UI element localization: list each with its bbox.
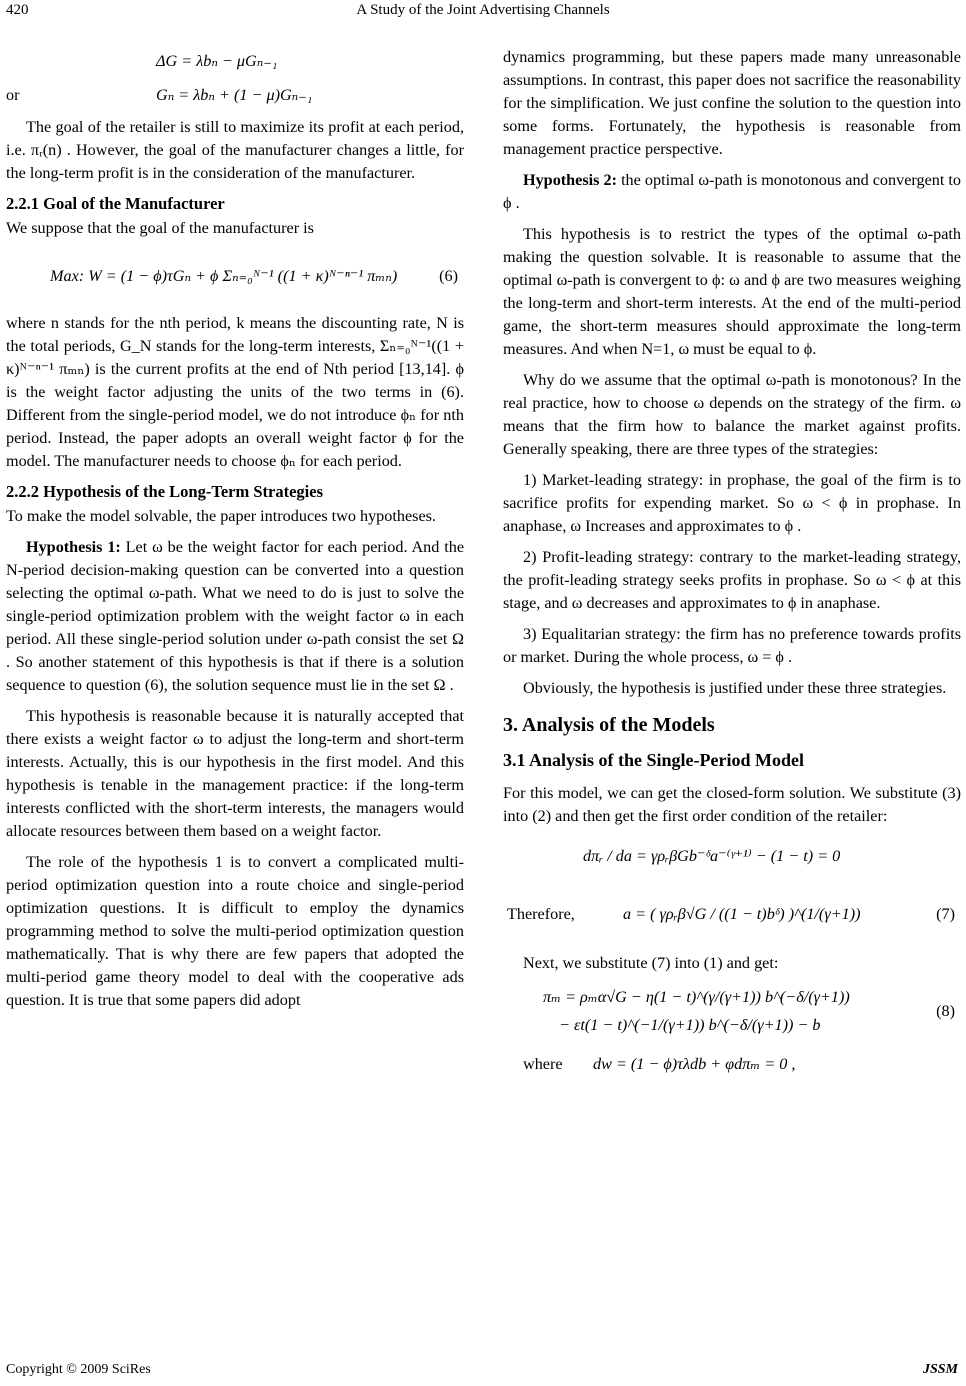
page-number: 420 [6, 2, 29, 18]
paragraph: The role of the hypothesis 1 is to convert a complicated multi-period optimization question into a route choice and single-period optimization questions. It is difficult to employ the dynamics programming method to solve the multi-period optimization question mathematically. That is why there are few papers that adopted the multi-period game theory model to deal with the cooperative ads question. It is true that some papers did adopt [6, 853, 464, 1009]
hypothesis-2-paragraph [503, 169, 961, 215]
equation-delta-g: ΔG = λbₙ − μGₙ₋₁ [156, 52, 278, 70]
equation-6 [6, 248, 464, 304]
equation-dw-body: dw = (1 − ϕ)τλdb + φdπₘ = 0 , [593, 1055, 796, 1073]
hypothesis-2-label: Hypothesis 2: [523, 171, 617, 189]
equation-8-line-2: − εt(1 − t)^(−1/(γ+1)) b^(−δ/(γ+1)) − b [559, 1016, 821, 1034]
journal-name: JSSM [922, 1362, 958, 1377]
strategy-2-paragraph: 2) Profit-leading strategy: contrary to the market-leading strategy, the profit-leading strategy seeks profits in prophase. So ω < ϕ at this stage, and ω decreases and approximates to ϕ in anaphase. [503, 548, 961, 612]
equation-g-n [6, 82, 464, 108]
section-heading-3: 3. Analysis of the Models [503, 714, 715, 736]
equation-7-body: a = ( γρᵣβ√G / ((1 − t)bᵟ) )^(1/(γ+1)) [623, 905, 861, 923]
page-header [0, 0, 966, 24]
left-column [6, 46, 464, 1020]
therefore-label: Therefore, [507, 905, 575, 923]
equation-g-n-body: Gₙ = λbₙ + (1 − μ)Gₙ₋₁ [156, 86, 313, 104]
paragraph: where n stands for the nth period, k means the discounting rate, N is the total periods, G_N stands for the long-term interests, Σₙ₌₀ᴺ⁻¹((1 + κ)ᴺ⁻ⁿ⁻¹ πₘₙ) is the current profits at the end of Nth period [13,14]. ϕ is the weight factor adjusting the units of the two terms in (6). Different from the single-period model, we do not introduce ϕₙ for nth period. Instead, the paper adopts an overall weight factor ϕ for the model. The manufacturer needs to choose ϕₙ for each period. [6, 314, 464, 470]
equation-6-body: Max: W = (1 − ϕ)τGₙ + ϕ Σₙ₌₀ᴺ⁻¹ ((1 + κ)ᴺ⁻ⁿ⁻¹ πₘₙ) [50, 267, 398, 285]
equation-number: (8) [936, 1002, 955, 1020]
equation-8-line-1: πₘ = ρₘα√G − η(1 − t)^(γ/(γ+1)) b^(−δ/(γ+1)) [543, 988, 850, 1006]
section-heading-3-1: 3.1 Analysis of the Single-Period Model [503, 750, 804, 770]
hypothesis-1-label: Hypothesis 1: [26, 538, 121, 556]
equation-number: (6) [439, 267, 458, 285]
equation-dw [503, 1047, 961, 1081]
paragraph: This hypothesis is reasonable because it is naturally accepted that there exists a weight factor ω to adjust the long-term and short-term interests. Actually, this is our hypothesis in the first model. And this hypothesis is tenable in the management practice: if the long-term interests conflicted with the short-term interests, the managers would allocate resources between them based on a weight factor. [6, 707, 464, 840]
paragraph: We suppose that the goal of the manufacturer is [6, 219, 314, 237]
copyright-notice: Copyright © 2009 SciRes [6, 1362, 151, 1377]
where-label: where [523, 1055, 563, 1073]
equation-8 [503, 983, 961, 1039]
hypothesis-1-text: Let ω be the weight factor for each period. And the N-period decision-making question can be converted into a question selecting the optimal ω-path. What we need to do is just to solve the single-period optimization problem with the weight factor ω in each period. All these single-period solution under ω-path consist the set Ω . So another statement of this hypothesis is that if there is a solution sequence to question (6), the solution sequence must lie in the set Ω . [6, 538, 465, 694]
paragraph: Next, we substitute (7) into (1) and get: [523, 954, 779, 972]
strategy-3-paragraph: 3) Equalitarian strategy: the firm has no preference towards profits or market. During the whole process, ω = ϕ . [503, 625, 961, 666]
equation-number: (7) [936, 905, 955, 923]
paragraph: dynamics programming, but these papers made many unreasonable assumptions. In contrast, this paper does not sacrifice the reasonability for the simplification. We just confine the solution to the question into some forms. Fortunately, the hypothesis is reasonable from management practice perspective. [503, 48, 961, 158]
running-title: A Study of the Joint Advertising Channels [356, 2, 610, 18]
paragraph: To make the model solvable, the paper introduces two hypotheses. [6, 507, 436, 525]
hypothesis-2-text: the optimal ω-path is monotonous and convergent to ϕ . [503, 171, 961, 212]
paragraph: Why do we assume that the optimal ω-path is monotonous? In the real practice, how to choose ω depends on the strategy of the firm. ω means that the firm how to balance the market against profits. Generally speaking, there are three types of the strategies: [503, 371, 961, 458]
paragraph: Obviously, the hypothesis is justified under these three strategies. [523, 679, 947, 697]
page-footer [0, 1362, 966, 1382]
equation-or-label: or [6, 86, 20, 104]
paragraph: For this model, we can get the closed-form solution. We substitute (3) into (2) and then get the first order condition of the retailer: [503, 784, 961, 825]
paragraph: This hypothesis is to restrict the types of the optimal ω-path making the question solvable. It is reasonable to assume that the optimal ω-path is convergent to ϕ: ω and ϕ are two measures weighing the long-term and short-term interests. At the end of the multi-period game, the short-term measures should approximate the long-term measures. And when N=1, ω must be equal to ϕ. [503, 225, 961, 358]
paragraph: The goal of the retailer is still to maximize its profit at each period, i.e. πᵣ(n) . However, the goal of the manufacturer changes a little, for the long-term profit is in the consideration of the manufacturer. [6, 118, 464, 182]
section-heading-2-2-2: 2.2.2 Hypothesis of the Long-Term Strategies [6, 482, 323, 501]
section-heading-2-2-1: 2.2.1 Goal of the Manufacturer [6, 194, 225, 213]
hypothesis-1-paragraph [6, 536, 464, 697]
right-column [503, 46, 961, 1089]
strategy-1-paragraph: 1) Market-leading strategy: in prophase, the goal of the firm is to sacrifice profits for expending market. So ω < ϕ in prophase. In anaphase, ω Increases and approximates to ϕ . [503, 471, 961, 535]
equation-7 [503, 884, 961, 944]
equation-retailer-foc: dπᵣ / da = γρᵣβGb⁻ᵟa⁻⁽ᵞ⁺¹⁾ − (1 − t) = 0 [583, 847, 841, 865]
